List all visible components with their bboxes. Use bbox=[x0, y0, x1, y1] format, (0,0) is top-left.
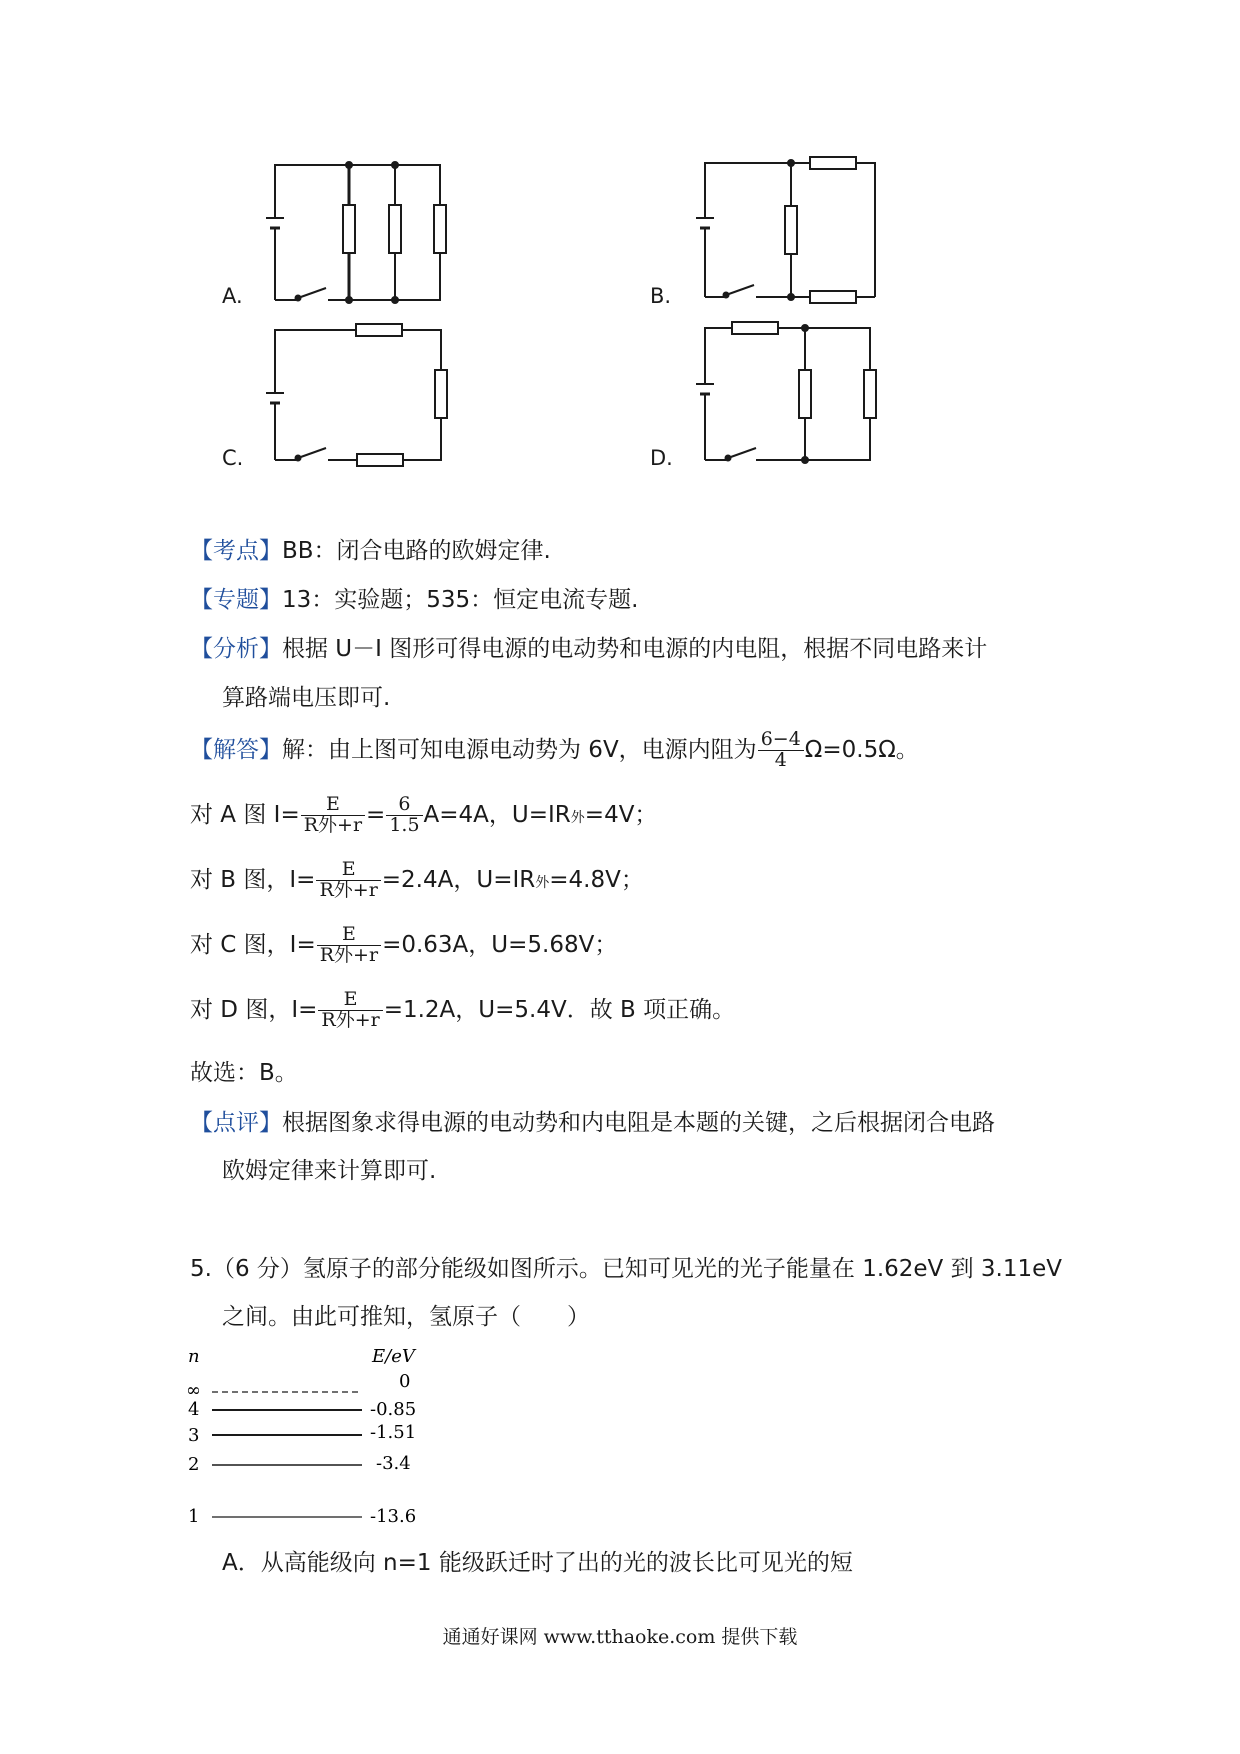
option-b-label: B. bbox=[650, 284, 672, 308]
n-header: n bbox=[188, 1346, 200, 1367]
zhuanti-line bbox=[190, 587, 638, 615]
line-b: 对 B 图，I= $\frac{E}{\text{R外+r}}$ =2.4A，U=IR外=4.8V； bbox=[190, 858, 644, 901]
circuit-c bbox=[266, 324, 447, 466]
level-n-4: 4 bbox=[188, 1399, 200, 1420]
kaodian-text: BB：闭合电路的欧姆定律. bbox=[282, 538, 551, 564]
answer-line: 故选：B。 bbox=[190, 1060, 298, 1086]
option-d-label: D. bbox=[650, 446, 673, 470]
question-5-option-a: A．从高能级向 n=1 能级跃迁时了出的光的波长比可见光的短 bbox=[222, 1550, 853, 1576]
jieda-line bbox=[190, 730, 919, 771]
level-e-2: -3.4 bbox=[376, 1453, 411, 1474]
fenxi-text-1: 根据 U－I 图形可得电源的电动势和电源的内电阻，根据不同电路来计 bbox=[282, 636, 988, 662]
fenxi-line bbox=[190, 636, 987, 664]
zhuanti-text: 13：实验题；535：恒定电流专题. bbox=[282, 587, 639, 613]
circuit-a bbox=[266, 162, 446, 303]
line-a: 对 A 图 I= $\frac{E}{\text{R外+r}}$ = $\frac{6}{1.5}$ A=4A，U=IR外=4V； bbox=[190, 793, 658, 836]
question-5-stem-cont: 之间。由此可推知，氢原子（ ） bbox=[222, 1304, 590, 1330]
energy-level-diagram bbox=[180, 1340, 460, 1530]
jieda-text: 解：由上图可知电源电动势为 6V，电源内阻为 bbox=[282, 736, 757, 763]
line-d: 对 D 图，I= $\frac{E}{\text{R外+r}}$ =1.2A，U=5.4V．故 B 项正确。 bbox=[190, 988, 736, 1031]
dianping-text-1: 根据图象求得电源的电动势和内电阻是本题的关键，之后根据闭合电路 bbox=[282, 1110, 995, 1136]
circuit-b bbox=[696, 157, 875, 303]
page-footer: 通通好课网 www.tthaoke.com 提供下载 bbox=[442, 1626, 798, 1648]
kaodian-tag: 【考点】 bbox=[190, 538, 282, 564]
internal-resistance-fraction: $\frac{6-4}{4}$ bbox=[758, 730, 804, 771]
level-e-3: -1.51 bbox=[370, 1422, 417, 1443]
dianping-text-2: 欧姆定律来计算即可. bbox=[222, 1158, 437, 1184]
dianping-line bbox=[190, 1110, 995, 1138]
line-c: 对 C 图，I= $\frac{E}{\text{R外+r}}$ =0.63A，U=5.68V； bbox=[190, 923, 618, 966]
zhuanti-tag: 【专题】 bbox=[190, 587, 282, 613]
e-header: E/eV bbox=[372, 1346, 415, 1367]
circuit-d bbox=[696, 322, 876, 463]
level-e-1: -13.6 bbox=[370, 1506, 417, 1527]
level-n-2: 2 bbox=[188, 1454, 200, 1475]
kaodian-line bbox=[190, 538, 551, 566]
current-fraction-d: $\frac{E}{\text{R外+r}}$ bbox=[318, 990, 382, 1031]
option-c-label: C. bbox=[222, 446, 244, 470]
current-fraction-c: $\frac{E}{\text{R外+r}}$ bbox=[317, 925, 381, 966]
current-fraction-a: $\frac{E}{\text{R外+r}}$ bbox=[301, 795, 365, 836]
dianping-tag: 【点评】 bbox=[190, 1110, 282, 1136]
option-a-label: A. bbox=[222, 284, 243, 308]
level-e-4: -0.85 bbox=[370, 1399, 417, 1420]
level-n-3: 3 bbox=[188, 1425, 200, 1446]
level-n-1: 1 bbox=[188, 1506, 200, 1527]
level-e-inf: 0 bbox=[399, 1371, 411, 1392]
jieda-unit: Ω=0.5Ω。 bbox=[804, 736, 919, 763]
current-fraction-b: $\frac{E}{\text{R外+r}}$ bbox=[316, 860, 380, 901]
level-n-inf: ∞ bbox=[186, 1380, 201, 1401]
fenxi-tag: 【分析】 bbox=[190, 636, 282, 662]
current-value-fraction-a: $\frac{6}{1.5}$ bbox=[386, 795, 422, 836]
fenxi-text-2: 算路端电压即可. bbox=[222, 685, 391, 711]
question-5-stem: 5.（6 分）氢原子的部分能级如图所示。已知可见光的光子能量在 1.62eV 到 3.11eV bbox=[190, 1256, 1063, 1282]
jieda-tag: 【解答】 bbox=[190, 736, 282, 763]
circuit-diagrams bbox=[0, 0, 1240, 480]
